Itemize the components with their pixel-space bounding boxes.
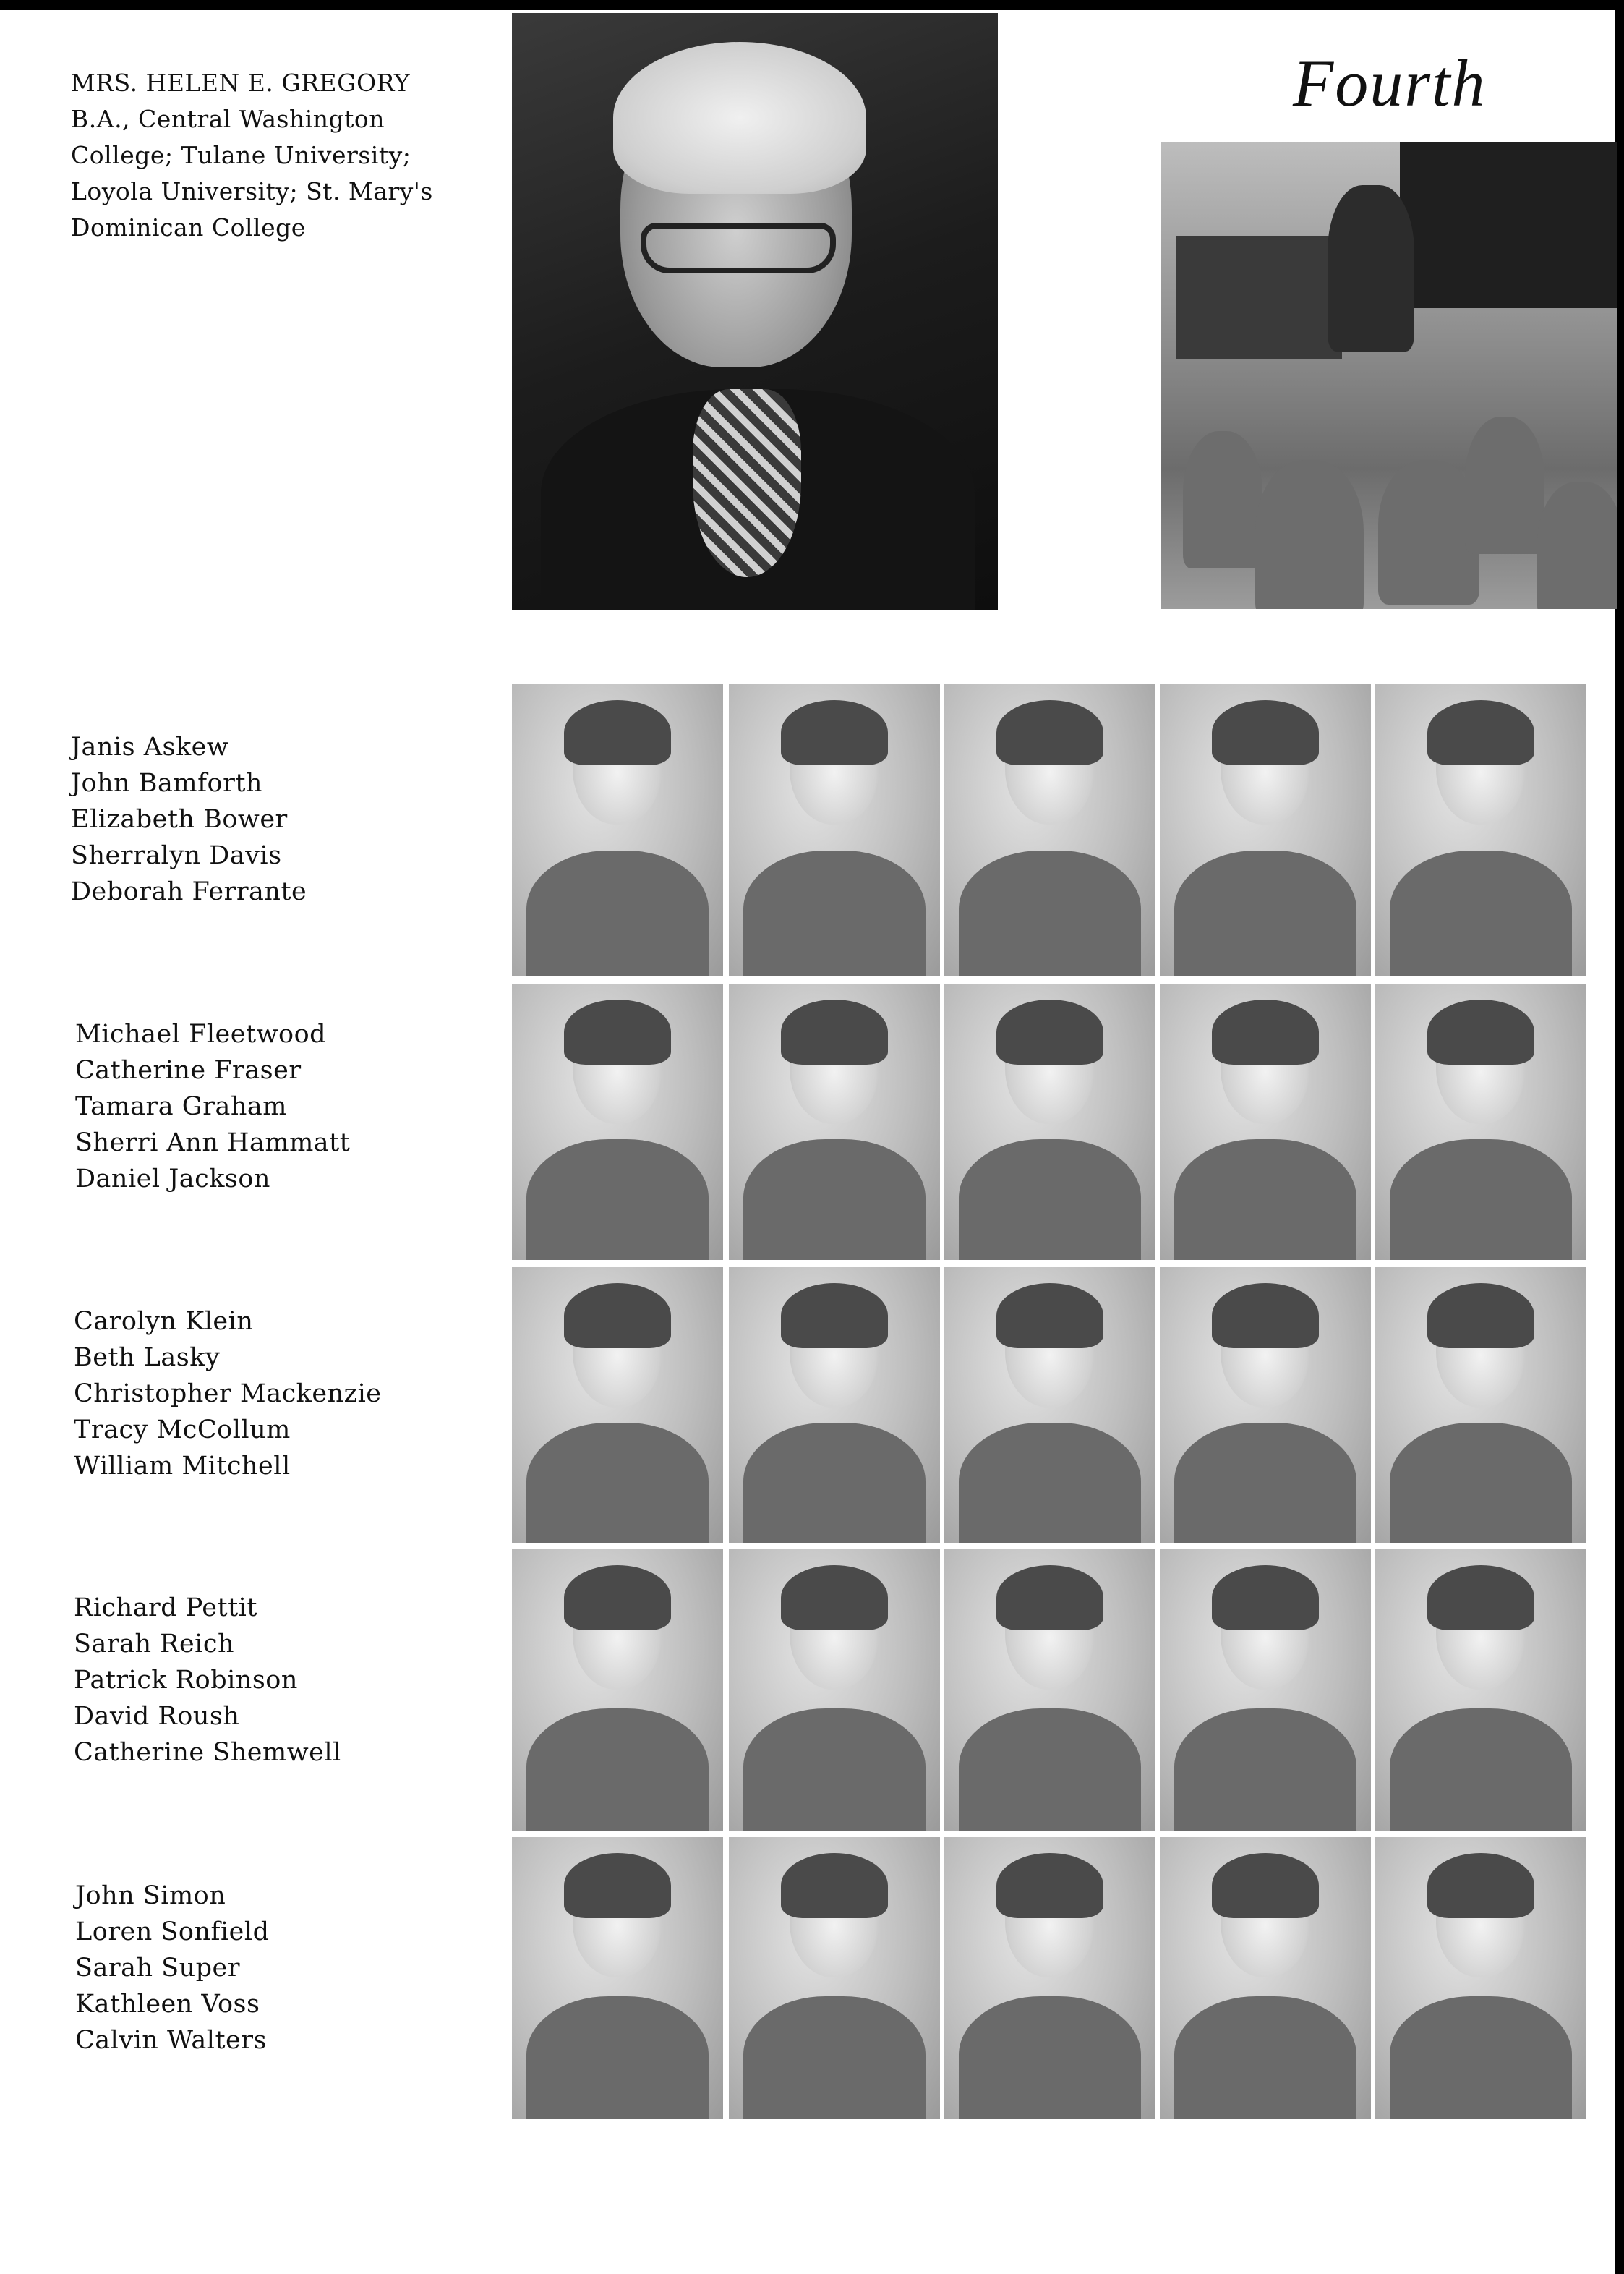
student-photo [1375, 1837, 1586, 2119]
teacher-caption [71, 65, 476, 246]
student-names-row-3 [74, 1303, 381, 1484]
student-name: John Bamforth [71, 769, 262, 798]
student-photo [1375, 1267, 1586, 1543]
student-photo [729, 1267, 940, 1543]
student-name: Kathleen Voss [75, 1990, 260, 2019]
student-names-row-2 [75, 1016, 350, 1197]
student-name: Deborah Ferrante [71, 877, 307, 906]
student-name: William Mitchell [74, 1452, 291, 1481]
student-name: Calvin Walters [75, 2026, 267, 2055]
student-name: Richard Pettit [74, 1593, 257, 1622]
student-photo [729, 1549, 940, 1831]
student-name: Tamara Graham [75, 1092, 287, 1121]
teacher-caption-line: MRS. HELEN E. GREGORY [71, 69, 411, 97]
student-names-row-4 [74, 1590, 341, 1771]
student-name: Sherralyn Davis [71, 841, 282, 870]
student-name: Sarah Reich [74, 1630, 235, 1658]
student-photo [944, 1549, 1155, 1831]
student-name: John Simon [75, 1881, 226, 1910]
student-photo [1375, 1549, 1586, 1831]
classroom-photo [1161, 142, 1617, 609]
student-name: Patrick Robinson [74, 1666, 298, 1695]
page-top-border [0, 0, 1624, 10]
student-photo [729, 1837, 940, 2119]
student-names-row-5 [75, 1878, 269, 2058]
student-photo [512, 1837, 723, 2119]
student-name: Beth Lasky [74, 1343, 221, 1372]
teacher-caption-line: Loyola University; St. Mary's [71, 177, 433, 205]
student-photo [1160, 1267, 1371, 1543]
student-photo [944, 984, 1155, 1260]
student-name: Sherri Ann Hammatt [75, 1128, 351, 1157]
student-photo [512, 684, 723, 976]
teacher-portrait-photo [512, 13, 998, 610]
student-photo [1160, 984, 1371, 1260]
student-photo [944, 1267, 1155, 1543]
student-photo [512, 1267, 723, 1543]
student-name: Michael Fleetwood [75, 1020, 327, 1049]
student-photo [1375, 984, 1586, 1260]
student-photo [1160, 684, 1371, 976]
student-photo [1160, 1549, 1371, 1831]
student-photo [944, 684, 1155, 976]
student-name: Sarah Super [75, 1954, 240, 1983]
student-name: Daniel Jackson [75, 1164, 270, 1193]
student-photo [729, 684, 940, 976]
student-photo [512, 1549, 723, 1831]
teacher-caption-line: College; Tulane University; [71, 141, 411, 169]
student-name: David Roush [74, 1702, 240, 1731]
student-photo [944, 1837, 1155, 2119]
student-photo [1160, 1837, 1371, 2119]
student-name: Tracy McCollum [74, 1415, 291, 1444]
student-photo [512, 984, 723, 1260]
student-name: Carolyn Klein [74, 1307, 254, 1336]
student-name: Christopher Mackenzie [74, 1379, 382, 1408]
student-photo [1375, 684, 1586, 976]
student-name: Catherine Fraser [75, 1056, 302, 1085]
student-names-row-1 [71, 729, 307, 910]
student-name: Elizabeth Bower [71, 805, 288, 834]
student-photo [729, 984, 940, 1260]
student-name: Catherine Shemwell [74, 1738, 341, 1767]
page-heading: Fourth [1293, 46, 1487, 120]
teacher-caption-line: B.A., Central Washington [71, 105, 385, 133]
teacher-caption-line: Dominican College [71, 213, 306, 242]
student-name: Janis Askew [71, 733, 229, 762]
student-name: Loren Sonfield [75, 1917, 270, 1946]
